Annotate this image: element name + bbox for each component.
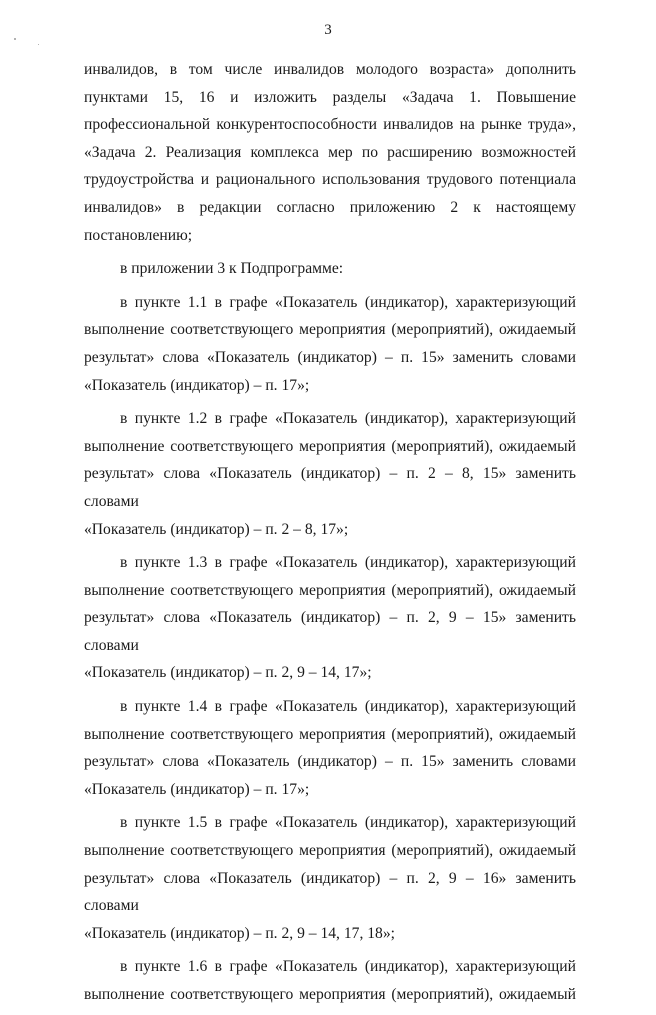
text-line: «Задача 2. Реализация комплекса мер по расширению возможностей bbox=[84, 143, 576, 161]
text-line: результат» слова «Показатель (индикатор) – п. 15» заменить словами bbox=[84, 348, 576, 366]
text-line: трудоустройства и рационального использования трудового потенциала bbox=[84, 171, 576, 189]
text-line: «Показатель (индикатор) – п. 17»; bbox=[84, 376, 310, 394]
text-line: выполнение соответствующего мероприятия (мероприятий), ожидаемый bbox=[84, 986, 576, 1003]
text-line: в пункте 1.6 в графе «Показатель (индикатор), характеризующий bbox=[120, 958, 576, 976]
scan-speck bbox=[38, 44, 39, 45]
text-line: результат» слова «Показатель (индикатор) – п. 2, 9 – 16» заменить словами bbox=[84, 869, 576, 915]
text-line: выполнение соответствующего мероприятия (мероприятий), ожидаемый bbox=[84, 321, 576, 339]
text-line: выполнение соответствующего мероприятия (мероприятий), ожидаемый bbox=[84, 842, 576, 860]
text-line: «Показатель (индикатор) – п. 17»; bbox=[84, 780, 310, 798]
text-line: постановлению; bbox=[84, 226, 193, 244]
scan-speck bbox=[14, 38, 16, 40]
text-line: «Показатель (индикатор) – п. 2 – 8, 17»; bbox=[84, 520, 349, 538]
text-line: «Показатель (индикатор) – п. 2, 9 – 14, 17»; bbox=[84, 664, 372, 682]
text-line: результат» слова «Показатель (индикатор) – п. 15» заменить словами bbox=[84, 753, 576, 771]
text-line: результат» слова «Показатель (индикатор) – п. 2 – 8, 15» заменить словами bbox=[84, 465, 576, 510]
text-line: выполнение соответствующего мероприятия (мероприятий), ожидаемый bbox=[84, 725, 576, 743]
text-line: «Показатель (индикатор) – п. 2, 9 – 14, 17, 18»; bbox=[84, 924, 395, 942]
text-line: в пункте 1.3 в графе «Показатель (индикатор), характеризующий bbox=[120, 554, 576, 572]
paragraph bbox=[84, 953, 576, 1008]
text-line: в пункте 1.2 в графе «Показатель (индикатор), характеризующий bbox=[120, 410, 576, 428]
text-line: результат» слова «Показатель (индикатор) – п. 2, 9 – 15» заменить словами bbox=[84, 609, 576, 654]
text-line: в приложении 3 к Подпрограмме: bbox=[120, 260, 344, 278]
paragraph bbox=[84, 693, 576, 803]
text-line: инвалидов, в том числе инвалидов молодого возраста» дополнить bbox=[84, 61, 576, 78]
text-line: профессиональной конкурентоспособности инвалидов на рынке труда», bbox=[84, 116, 576, 134]
text-line: инвалидов» в редакции согласно приложению 2 к настоящему bbox=[84, 198, 576, 216]
paragraph bbox=[84, 255, 576, 283]
paragraph bbox=[84, 405, 576, 543]
paragraph bbox=[84, 549, 576, 687]
text-line: в пункте 1.5 в графе «Показатель (индикатор), характеризующий bbox=[120, 814, 576, 832]
text-line: выполнение соответствующего мероприятия (мероприятий), ожидаемый bbox=[84, 437, 576, 455]
document-body bbox=[84, 56, 576, 1015]
text-line: в пункте 1.4 в графе «Показатель (индикатор), характеризующий bbox=[120, 698, 576, 716]
paragraph bbox=[84, 56, 576, 249]
text-line: в пункте 1.1 в графе «Показатель (индикатор), характеризующий bbox=[120, 293, 576, 311]
page-number: 3 bbox=[324, 22, 332, 38]
paragraph bbox=[84, 289, 576, 399]
paragraph bbox=[84, 809, 576, 947]
text-line: выполнение соответствующего мероприятия (мероприятий), ожидаемый bbox=[84, 581, 576, 599]
text-line: пунктами 15, 16 и изложить разделы «Задача 1. Повышение bbox=[84, 88, 576, 106]
